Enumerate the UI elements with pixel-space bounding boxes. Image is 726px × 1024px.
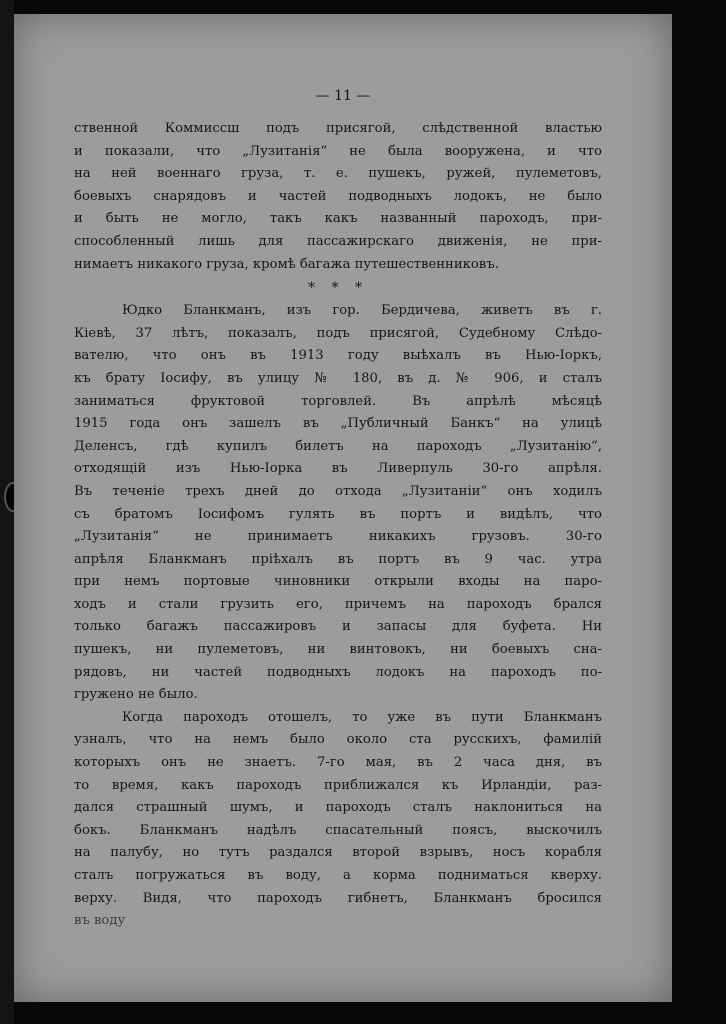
text-line: дался страшный шумъ, и пароходъ сталъ наклониться на: [74, 800, 602, 816]
text-line: пушекъ, ни пулеметовъ, ни винтовокъ, ни боевыхъ сна-: [74, 642, 602, 658]
text-line: „Лузитанiя“ не принимаетъ никакихъ грузовъ. 30-го: [74, 529, 602, 545]
text-line: бокъ. Бланкманъ надѣлъ спасательный поясъ, выскочилъ: [74, 822, 602, 838]
text-line: и быть не могло, такъ какъ названный пароходъ, при-: [74, 211, 602, 227]
text-line: и показали, что „Лузитанiя“ не была вооружена, и что: [74, 143, 602, 159]
text-line: 1915 года онъ зашелъ въ „Публичный Банкъ“ на улицѣ: [74, 416, 602, 432]
text-line: отходящiй изъ Нью-Iорка въ Ливерпуль 30-го апрѣля.: [74, 461, 602, 477]
text-line: то время, какъ пароходъ приближался къ Ирландiи, раз-: [74, 777, 602, 793]
text-line: которыхъ онъ не знаетъ. 7-го мая, въ 2 часа дня, въ: [74, 755, 602, 771]
text-line: апрѣля Бланкманъ прiѣхалъ въ портъ въ 9 час. утра: [74, 551, 602, 567]
text-line: ственной Коммиссш подъ присягой, слѣдственной властью: [74, 121, 602, 136]
text-line: на ней военнаго груза, т. е. пушекъ, ружей, пулеметовъ,: [74, 166, 602, 182]
text-line: въ воду: [74, 913, 126, 929]
text-line: заниматься фруктовой торговлей. Въ апрѣлѣ мѣсяцѣ: [74, 393, 602, 409]
text-line: узналъ, что на немъ было около ста русскихъ, фамилiй: [74, 732, 602, 748]
text-line: только багажъ пассажировъ и запасы для буфета. Ни: [74, 619, 602, 635]
text-line: Когда пароходъ отошелъ, то уже въ пути Бланкманъ: [122, 709, 602, 725]
document-page: [14, 14, 672, 1002]
text-line: рядовъ, ни частей подводныхъ лодокъ на пароходъ по-: [74, 664, 602, 680]
paragraph-3: [74, 707, 602, 933]
text-line: Въ теченiе трехъ дней до отхода „Лузитанiи“ онъ ходилъ: [74, 483, 602, 499]
text-line: нимаетъ никакого груза, кромѣ багажа путешественниковъ.: [74, 256, 499, 272]
text-line: къ брату Iосифу, въ улицу № 180, въ д. № 906, и сталъ: [74, 370, 602, 386]
text-line: Кiевѣ, 37 лѣтъ, показалъ, подъ присягой, Судебному Слѣдо-: [74, 325, 602, 341]
text-line: верху. Видя, что пароходъ гибнетъ, Бланкманъ бросился: [74, 890, 602, 906]
text-line: способленный лишь для пассажирскаго движенiя, не при-: [74, 233, 602, 249]
text-line: съ братомъ Iосифомъ гулять въ портъ и видѣлъ, что: [74, 506, 602, 522]
paragraph-1: [74, 118, 602, 276]
page-text: [74, 118, 602, 933]
text-line: Юдко Бланкманъ, изъ гор. Бердичева, живетъ въ г.: [122, 303, 602, 319]
text-line: ходъ и стали грузить его, причемъ на пароходъ брался: [74, 596, 602, 612]
text-line: вателю, что онъ въ 1913 году выѣхалъ въ Нью-Iоркъ,: [74, 348, 602, 364]
paragraph-2: [74, 300, 602, 707]
text-line: гружено не было.: [74, 687, 198, 703]
text-line: боевыхъ снарядовъ и частей подводныхъ лодокъ, не было: [74, 188, 602, 204]
text-line: при немъ портовые чиновники открыли входы на паро-: [74, 574, 602, 590]
text-line: Деленсъ, гдѣ купилъ билетъ на пароходъ „Лузитанiю“,: [74, 438, 602, 454]
page-number: — 11 —: [315, 88, 371, 104]
left-binding-edge: [0, 0, 14, 1024]
text-line: сталъ погружаться въ воду, а корма подниматься кверху.: [74, 868, 602, 883]
section-separator: * * *: [308, 280, 368, 297]
text-line: на палубу, но тутъ раздался второй взрывъ, носъ корабля: [74, 845, 602, 861]
